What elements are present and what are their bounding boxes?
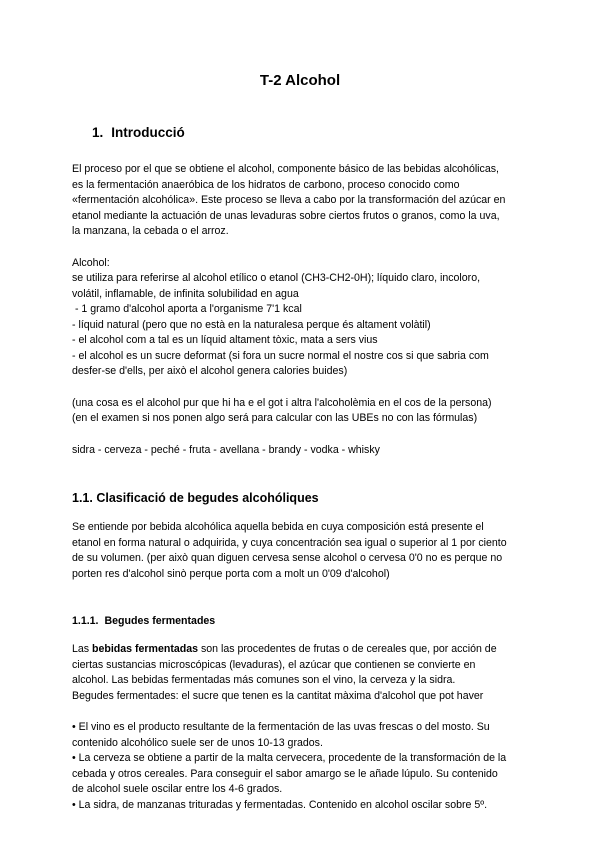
text-line: - el alcohol com a tal es un líquid altament tòxic, mata a sers vius	[72, 334, 378, 346]
list-item: • El vino es el producto resultante de la fermentación de las uvas frescas o del mosto. Su	[72, 721, 490, 733]
text-line: de su volumen. (per això quan diguen cervesa sense alcohol o cervesa 0'0 no es perque no	[72, 552, 503, 564]
text-line: Se entiende por bebida alcohólica aquella bebida en cuya composición está presente el	[72, 521, 484, 533]
section-title: Begudes fermentades	[104, 615, 216, 627]
text-line: «fermentación alcohólica». Este proceso se lleva a cabo por la transformación del azúcar en	[72, 194, 506, 206]
text-line: etanol mediante la actuación de unas levaduras sobre ciertos frutos o granos, como la uva,	[72, 209, 500, 222]
list-item: • La sidra, de manzanas trituradas y fermentadas. Contenido en alcohol oscilar sobre 5º.	[72, 798, 488, 811]
text-line: (una cosa es el alcohol pur que hi ha e el got i altra l'alcoholèmia en el cos de la persona)	[72, 396, 492, 409]
text-line: se utiliza para referirse al alcohol etílico o etanol (CH3-CH2-0H); líquido claro, incoloro,	[72, 272, 481, 284]
text-line: sidra - cerveza - peché - fruta - avellana - brandy - vodka - whisky	[72, 443, 380, 456]
text-line: El proceso por el que se obtiene el alcohol, componente básico de las bebidas alcohólicas,	[72, 163, 499, 175]
section-number: 1.1.1.	[72, 615, 99, 627]
text-line: - el alcohol es un sucre deformat (si fora un sucre normal el nostre cos si que sabria com	[72, 349, 489, 362]
bold-term: bebidas fermentadas	[92, 643, 199, 655]
text-line: - líquid natural (pero que no està en la naturalesa perque és altament volàtil)	[72, 318, 431, 331]
list-item: • La cerveza se obtiene a partir de la malta cervecera, procedente de la transformación de la	[72, 752, 507, 764]
text-line: Begudes fermentades: el sucre que tenen es la cantitat màxima d'alcohol que pot haver	[72, 689, 484, 702]
section-heading-introduccio	[92, 124, 528, 142]
text-line: etanol en forma natural o adquirida, y cuya concentración sea igual o superior al 1 por ciento	[72, 536, 507, 549]
classification-paragraph	[72, 520, 528, 582]
text-line: - 1 gramo d'alcohol aporta a l'organisme 7'1 kcal	[72, 303, 302, 315]
text-line: volátil, inflamable, de infinita solubilidad en agua	[72, 287, 299, 300]
drinks-list	[72, 443, 528, 459]
text-line: ciertas sustancias microscópicas (levaduras), el azúcar que contienen se convierte en	[72, 658, 476, 671]
parenthetical-notes	[72, 396, 528, 427]
document-title: T-2 Alcohol	[259, 72, 341, 89]
text-line: la manzana, la cebada o el arroz.	[72, 225, 229, 237]
section-heading-clasificacio: 1.1. Clasificació de begudes alcohóliques	[72, 491, 319, 505]
alcohol-notes	[72, 256, 528, 380]
text-line: (en el examen si nos ponen algo será para calcular con las UBEs no con las fórmulas)	[72, 412, 478, 424]
section-number: 1.	[92, 125, 104, 140]
text-run: son las procedentes de frutas o de cereales que, por acción de	[198, 643, 497, 655]
intro-paragraph	[72, 162, 528, 240]
section-title: Introducció	[111, 125, 185, 140]
list-item-continuation: contenido alcohólico suele ser de unos 10-13 grados.	[72, 736, 323, 749]
text-line: Alcohol:	[72, 256, 110, 269]
fermented-paragraph	[72, 642, 528, 704]
list-item-continuation: cebada y otros cereales. Para conseguir el sabor amargo se le añade lúpulo. Su contenido	[72, 767, 498, 780]
bullet-list	[72, 720, 528, 813]
text-line: desfer-se d'ells, per això el alcohol genera calories buides)	[72, 365, 348, 377]
text-line	[72, 642, 528, 658]
text-run: Las	[72, 643, 93, 655]
list-item-continuation: de alcohol suele oscilar entre los 4-6 grados.	[72, 783, 283, 795]
text-line: alcohol. Las bebidas fermentadas más comunes son el vino, la cerveza y la sidra.	[72, 674, 456, 686]
text-line: porten res d'alcohol sinò perque porta com a molt un 0'09 d'alcohol)	[72, 567, 390, 580]
section-heading-fermentades	[72, 614, 528, 628]
text-line: es la fermentación anaeróbica de los hidratos de carbono, proceso conocido como	[72, 178, 460, 191]
